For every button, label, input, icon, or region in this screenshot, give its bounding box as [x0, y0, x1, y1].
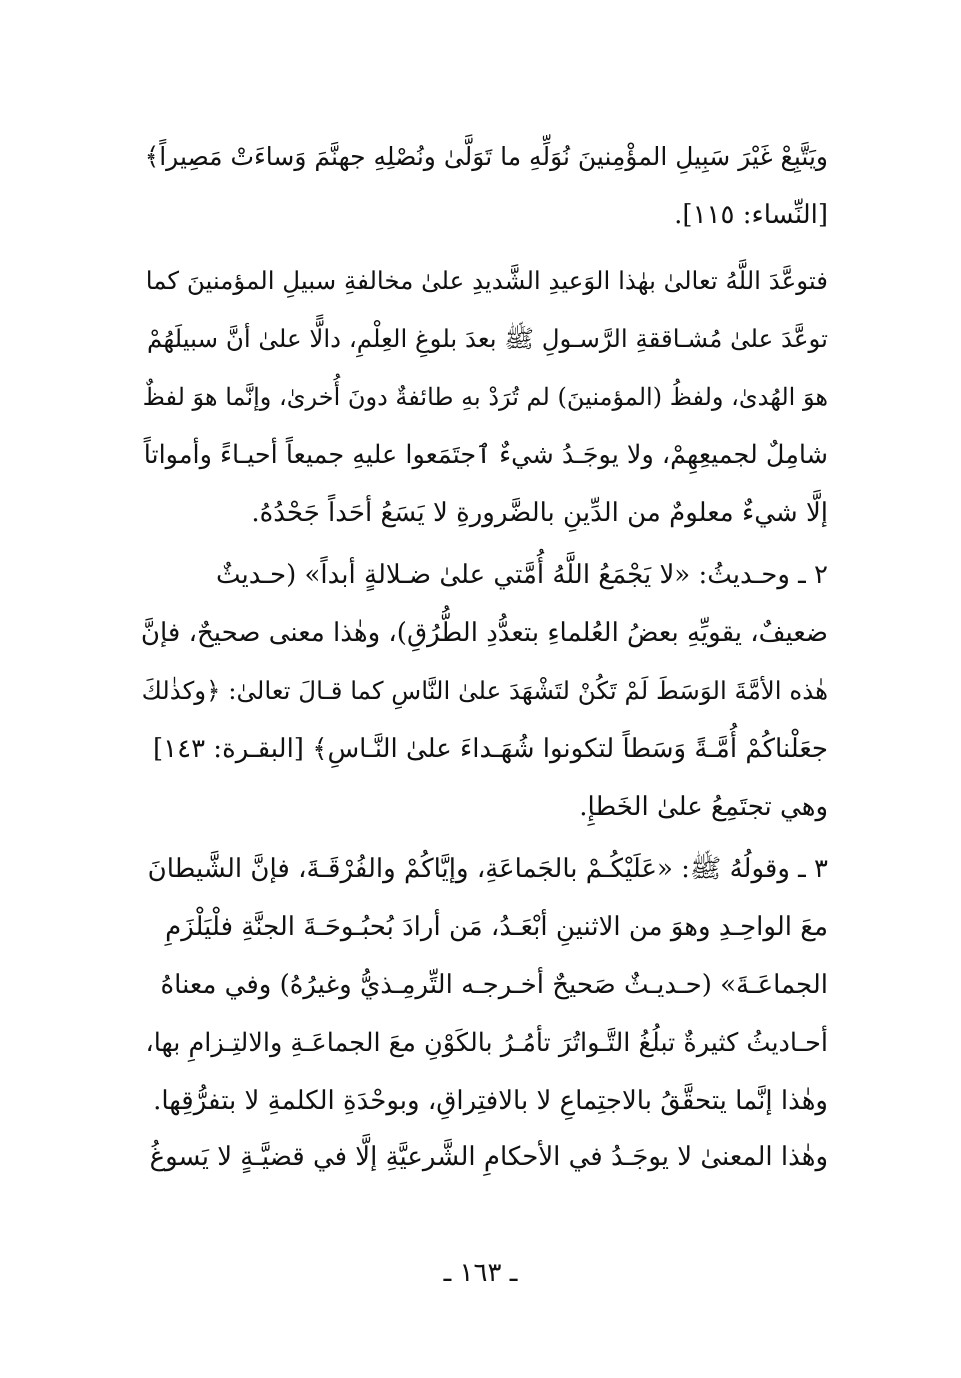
text-line: وهي تجتَمِعُ علىٰ الخَطإِ.	[579, 792, 828, 822]
text-line: معَ الواحِـدِ وهوَ من الاثنينِ أبْعَـدُ، مَن أرادَ بُحبُـوحَـةَ الجنَّةِ فلْيَلْزَمِ	[165, 912, 828, 942]
text-line: جعَلْناكُمْ أُمَّـةً وَسَطاً لتكونوا شُهَـداءَ علىٰ النَّـاسِ﴾ [البقـرة: ١٤٣]	[152, 734, 828, 764]
hadith-two-paragraph	[138, 546, 828, 836]
closing-paragraph	[138, 1128, 828, 1186]
text-line: وهٰذا إنَّما يتحقَّقُ بالاجتِماعِ لا بالافتِراقِ، وبوحْدَةِ الكلمةِ لا بتفرُّقِها.	[153, 1086, 828, 1116]
hadith-three-paragraph	[138, 840, 828, 1130]
commentary-paragraph	[138, 252, 828, 542]
text-line: فتوعَّدَ اللَّهُ تعالىٰ بهٰذا الوَعيدِ الشَّديدِ علىٰ مخالفةِ سبيلِ المؤمنينَ كما	[145, 266, 828, 295]
text-line: [النِّساء: ١١٥].	[674, 200, 828, 230]
text-line: ويَتَّبِعْ غَيْرَ سَبِيلِ المؤْمِنينَ نُوَلِّهِ ما تَوَلَّىٰ ونُصْلِهِ جهنَّمَ وَساءَتْ مَصِيراً﴾	[144, 142, 828, 171]
text-line: وهٰذا المعنىٰ لا يوجَـدُ في الأحكامِ الشَّرعيَّةِ إلَّا في قضيَّـةٍ لا يَسوغُ	[149, 1142, 828, 1172]
text-line: توعَّدَ علىٰ مُشـاققةِ الرَّسـولِ ﷺ بعدَ بلوغِ العِلْمِ، دالًّا علىٰ أنَّ سبيلَهُمْ	[147, 324, 828, 353]
text-line: ٣ ـ وقولُهُ ﷺ: «عَلَيْكُـمْ بالجَماعَةِ، وإيَّاكُمْ والفُرْقَـةَ، فإنَّ الشَّيطانَ	[147, 854, 828, 884]
page-number: ـ ١٦٣ ـ	[443, 1258, 518, 1288]
text-line: شامِلٌ لجميعِهِمْ، ولا يوجَـدُ شيءٌ ٱجتَمَعوا عليهِ جميعاً أحيـاءً وأمواتاً	[143, 440, 828, 470]
text-line: ٢ ـ وحـديثُ: «لا يَجْمَعُ اللَّهُ أُمَّتي علىٰ ضـلالةٍ أبداً» (حـديثٌ	[216, 560, 828, 590]
text-line: هوَ الهُدىٰ، ولفظُ (المؤمنينَ) لم تُرَدْ بهِ طائفةٌ دونَ أُخرىٰ، وإنَّما هوَ لفظٌ	[142, 383, 828, 411]
quran-verse-paragraph	[138, 128, 828, 244]
text-line: ضعيفٌ، يقويِّهِ بعضُ العُلماءِ بتعدُّدِ الطُّرُقِ)، وهٰذا معنى صحيحٌ، فإنَّ	[140, 618, 828, 648]
text-line: الجماعَـةَ» (حـديـثٌ صَحيحٌ أخـرجـه التِّرمِـذيُّ وغيرُهُ) وفي معناهُ	[160, 970, 828, 1000]
text-line: إلَّا شيءٌ معلومٌ من الدِّينِ بالضَّرورةِ لا يَسَعُ أحَداً جَحْدُهُ.	[251, 498, 828, 528]
text-line: هٰذه الأمَّةَ الوَسَطَ لَمْ تَكُنْ لتَشْهَدَ علىٰ النَّاسِ كما قـالَ تعالىٰ: ﴿وكذٰلكَ	[141, 676, 828, 705]
text-line: أحـاديثُ كثيرةٌ تبلُغُ التَّـواتُرَ تأمُـرُ بالكَوْنِ معَ الجماعَـةِ والالتِـزامِ بها،	[145, 1028, 828, 1058]
